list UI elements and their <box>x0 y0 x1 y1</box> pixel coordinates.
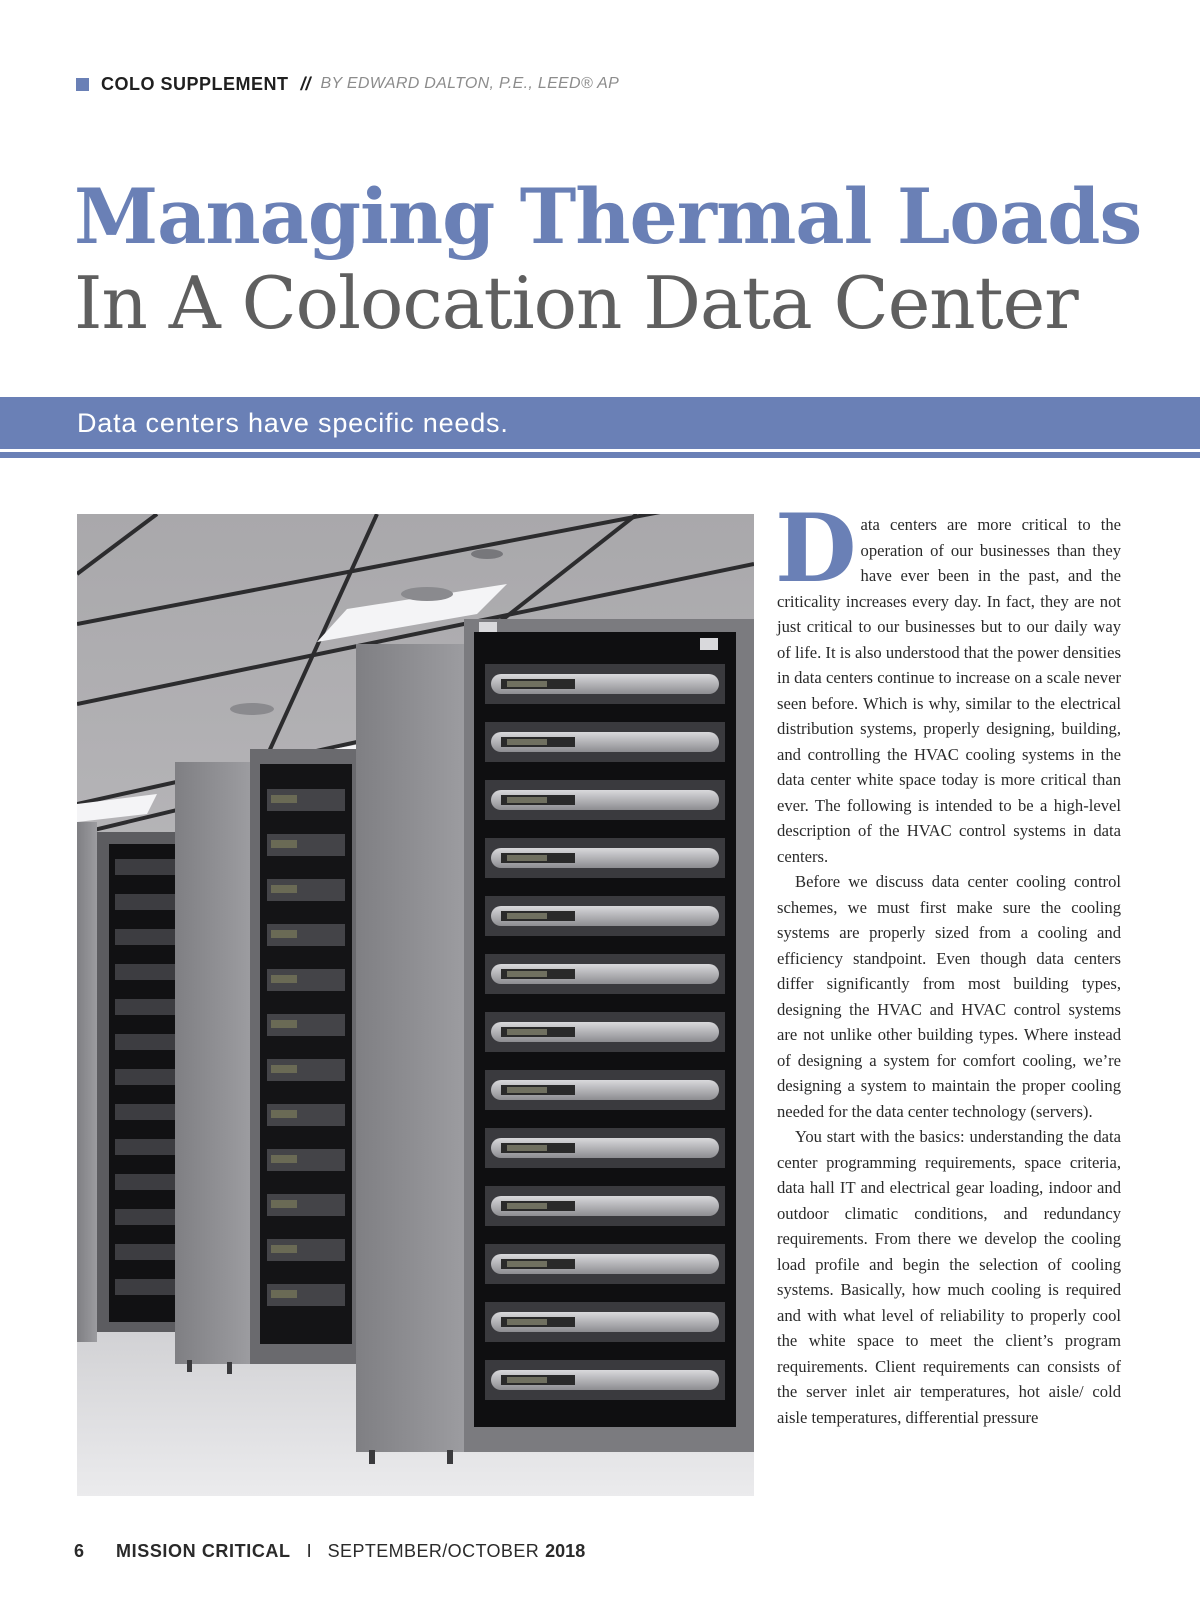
article-body <box>775 494 1121 1430</box>
page-number: 6 <box>74 1540 85 1561</box>
headline-subtitle: In A Colocation Data Center <box>74 261 1078 345</box>
headline: Managing Thermal Loads <box>74 172 1142 261</box>
drop-cap: D <box>775 494 857 604</box>
deck-banner <box>0 397 1200 449</box>
byline: BY EDWARD DALTON, P.E., LEED® AP <box>320 75 620 92</box>
article-paragraph: Before we discuss data center cooling control schemes, we must first make sure the cooling systems are properly sized from a cooling and efficiency standpoint. Even though data centers differ significantly from most building types, designing the HVAC and HVAC control systems are not unlike other building types. Where instead of designing a system for comfort cooling, we’re designing a system to maintain the proper cooling needed for the data center technology (servers). <box>777 872 1121 1121</box>
section-marker-icon <box>76 78 89 91</box>
deck-text: Data centers have specific needs. <box>77 408 509 438</box>
magazine-name: MISSION CRITICAL <box>116 1540 291 1561</box>
kicker-separator: // <box>300 73 311 94</box>
article-paragraph: You start with the basics: understanding the data center programming requirements, space criteria, data hall IT and electrical gear loading, indoor and outdoor climatic conditions, and redundancy requirements. From there we develop the cooling load profile and begin the selection of cooling systems. Basically, how much cooling is required and with what level of reliability to properly cool the white space to meet the client’s program requirements. Client requirements can consists of the server inlet air temperatures, hot aisle/ cold aisle temperatures, differential pressure <box>777 1127 1121 1427</box>
section-label: COLO SUPPLEMENT <box>101 73 289 94</box>
deck-rule <box>0 452 1200 458</box>
article-paragraph <box>775 494 1121 869</box>
server-rack-photo <box>77 514 754 1496</box>
paragraph-1-text: ata centers are more critical to the operation of our businesses than they have ever been in the past, and the criticality increases every day. In fact, they are not just critical to our businesses but to our daily way of life. It is also understood that the power densities in data centers continue to increase on a scale never seen before. Which is why, similar to the electrical distribution systems, properly designing, building, and controlling the HVAC cooling systems in the data center white space today is more critical than ever. The following is intended to be a high-level description of the HVAC control systems in data centers. <box>777 515 1121 866</box>
issue-date: SEPTEMBER/OCTOBER <box>327 1540 540 1561</box>
footer-divider: I <box>306 1540 312 1561</box>
article-kicker <box>76 72 619 96</box>
issue-year: 2018 <box>545 1540 586 1561</box>
page-footer <box>74 1539 585 1563</box>
